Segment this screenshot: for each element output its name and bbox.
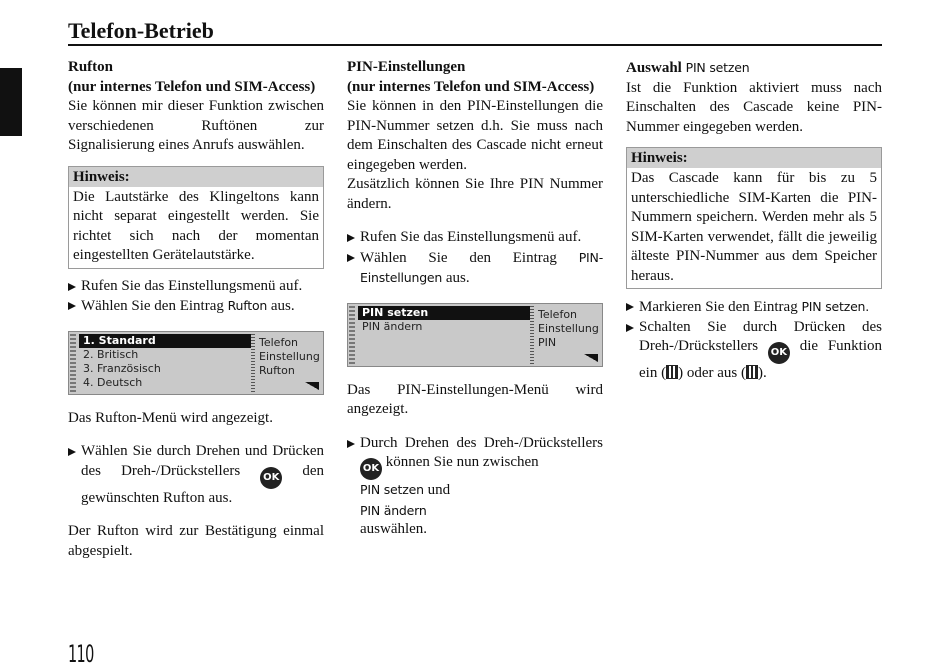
step-text: Markieren Sie den Eintrag <box>639 299 798 315</box>
column-rufton <box>68 58 324 561</box>
menu-entry-code: Rufton <box>227 298 268 313</box>
menu-entry-code: PIN ändern <box>360 502 427 518</box>
note-title: Hinweis: <box>69 167 323 187</box>
step-text: aus. <box>445 270 470 286</box>
intro-paragraph: Ist die Funktion aktiviert muss nach Einschalten des Cascade keine PIN-Nummer eingegeben werden. <box>626 79 882 135</box>
paragraph: Das Rufton-Menü wird angezeigt. <box>68 409 273 426</box>
display-edge <box>70 332 76 392</box>
note-text: Das Cascade kann für bis zu 5 unterschiedliche SIM-Karten die PIN-Nummern speichern. Werden mehr als 5 SIM-Karten verwendet, fällt die jeweilig älteste PIN-Nummer aus dem Speicher heraus. <box>631 170 877 284</box>
note-text: Die Lautstärke des Klingeltons kann nicht separat eingestellt werden. Sie richtet sich nach der momentan eingestellten Gerätelautstärke. <box>73 188 319 263</box>
step-text: den gewünschten Rufton aus. <box>81 462 325 506</box>
menu-entry-code: PIN setzen <box>685 60 750 75</box>
menu-entry-code: PIN setzen <box>360 482 424 497</box>
header-rule <box>68 44 882 46</box>
section-heading <box>626 58 882 79</box>
ok-knob-icon: OK <box>360 458 382 480</box>
display-breadcrumb <box>259 336 319 378</box>
section-subheading: (nur internes Telefon und SIM-Access) <box>68 78 316 95</box>
display-separator <box>251 334 255 392</box>
step-text: Durch Drehen des Dreh-/Drückstellers <box>360 434 603 451</box>
display-breadcrumb-item: Telefon <box>259 335 299 349</box>
toggle-on-icon <box>666 365 678 379</box>
paragraph: Das PIN-Einstellungen-Menü wird angezeigt. <box>347 381 603 417</box>
display-breadcrumb-item: PIN <box>538 335 557 349</box>
step-text: die Funktion ein ( <box>639 338 883 381</box>
ok-knob-icon: OK <box>768 342 790 364</box>
step-item: Rufen Sie das Einstellungsmenü auf. <box>347 228 603 248</box>
display-menu <box>358 306 534 364</box>
step-item <box>626 297 882 318</box>
toggle-off-icon <box>746 365 758 379</box>
step-text: ). <box>757 365 767 381</box>
step-text: Wählen Sie den Eintrag <box>360 249 557 266</box>
menu-entry-code: PIN-Einstellungen <box>360 249 604 285</box>
step-item <box>68 296 324 317</box>
step-text: ) oder aus ( <box>678 365 746 381</box>
display-menu-item: PIN setzen <box>358 306 534 320</box>
step-text: auswählen. <box>360 521 428 537</box>
step-text: Wählen Sie den Eintrag <box>81 298 224 314</box>
page-number: 110 <box>68 640 94 668</box>
note-box <box>68 166 324 269</box>
note-title: Hinweis: <box>627 148 881 168</box>
display-breadcrumb-item: Einstellung <box>538 321 599 335</box>
step-text: aus. <box>270 298 295 314</box>
display-separator <box>530 306 534 364</box>
display-menu-item: PIN ändern <box>362 319 423 333</box>
display-breadcrumb-item: Rufton <box>259 363 295 377</box>
display-menu <box>79 334 255 392</box>
paragraph: Der Rufton wird zur Bestätigung einmal abgespielt. <box>68 523 324 559</box>
ok-knob-icon: OK <box>260 467 282 489</box>
column-auswahl-pin <box>626 58 882 384</box>
display-breadcrumb <box>538 308 598 350</box>
display-screenshot-pin <box>347 303 603 367</box>
display-menu-item: 1. Standard <box>79 334 255 348</box>
display-breadcrumb-item: Telefon <box>538 307 578 321</box>
step-text: Wählen Sie durch Drehen und Drücken des Dreh-/Drückstellers <box>81 443 324 479</box>
note-box <box>626 147 882 289</box>
display-menu-item: 3. Französisch <box>83 361 161 375</box>
menu-entry-code: PIN setzen. <box>801 299 870 314</box>
step-text: können Sie nun zwischen <box>385 454 539 470</box>
display-menu-item: 2. Britisch <box>83 347 139 361</box>
step-text: Schalten Sie durch Drücken des Dreh-/Drückstellers <box>639 318 882 354</box>
heading-text: Auswahl <box>626 60 682 76</box>
intro-paragraph-2: Zusätzlich können Sie Ihre PIN Nummer ändern. <box>347 176 603 212</box>
step-item: Rufen Sie das Einstellungsmenü auf. <box>68 277 324 297</box>
signal-strength-icon <box>584 354 598 362</box>
display-menu-item: 4. Deutsch <box>83 375 143 389</box>
step-item <box>68 442 324 508</box>
section-heading: Rufton <box>68 59 114 75</box>
display-breadcrumb-item: Einstellung <box>259 349 320 363</box>
intro-paragraph: Sie können in den PIN-Einstellungen die PIN-Nummer setzen d.h. Sie muss nach dem Einschalten des Cascade nicht erneut eingegeben werden. <box>347 98 603 173</box>
column-pin-einstellungen <box>347 58 603 540</box>
page-title: Telefon-Betrieb <box>68 18 214 43</box>
chapter-tab-marker <box>0 68 22 136</box>
display-edge <box>349 304 355 364</box>
step-text: und <box>427 482 451 498</box>
section-subheading: (nur internes Telefon und SIM-Access) <box>347 78 595 95</box>
intro-paragraph: Sie können mir dieser Funktion zwischen verschiedenen Ruftönen zur Signalisierung eines Anrufs auswählen. <box>68 98 324 153</box>
step-item <box>347 434 603 540</box>
section-heading: PIN-Einstellungen <box>347 59 466 75</box>
display-screenshot-rufton <box>68 331 324 395</box>
step-item <box>347 248 603 289</box>
step-item <box>626 318 882 384</box>
signal-strength-icon <box>305 382 319 390</box>
